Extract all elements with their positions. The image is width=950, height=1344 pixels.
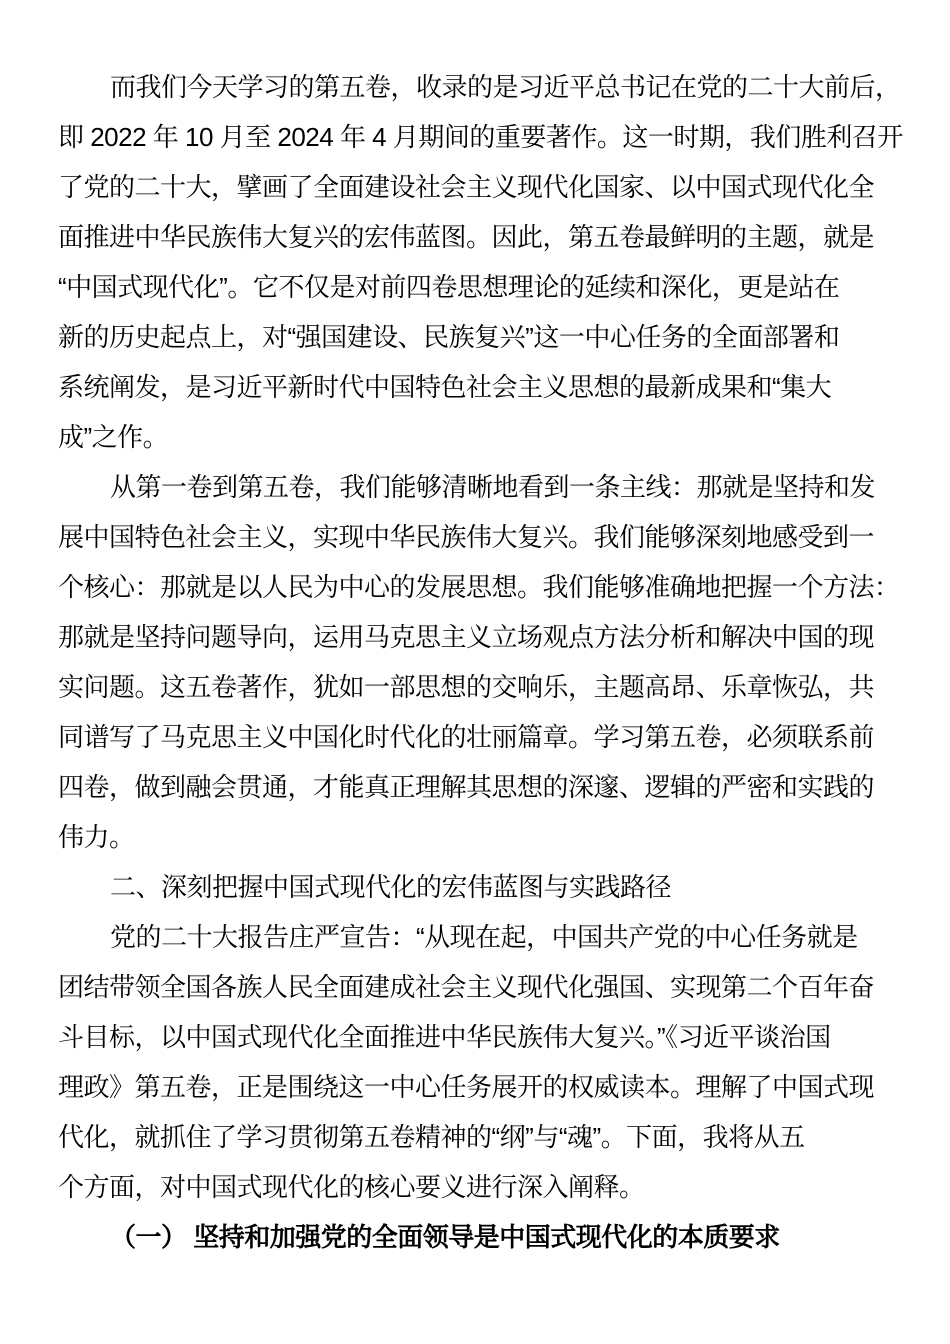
text-line: 成”之作。 bbox=[58, 422, 169, 452]
text-line: 二、深刻把握中国式现代化的宏伟蓝图与实践路径 bbox=[110, 872, 672, 902]
text-line: 那就是坚持问题导向，运用马克思主义立场观点方法分析和解决中国的现 bbox=[58, 622, 875, 652]
text-line: （一） 坚持和加强党的全面领导是中国式现代化的本质要求 bbox=[110, 1222, 780, 1252]
text-line: 同谱写了马克思主义中国化时代化的壮丽篇章。学习第五卷，必须联系前 bbox=[58, 722, 875, 752]
text-line: “中国式现代化”。它不仅是对前四卷思想理论的延续和深化，更是站在 bbox=[58, 272, 840, 302]
text-line: 个核心：那就是以人民为中心的发展思想。我们能够准确地把握一个方法： bbox=[58, 572, 900, 602]
text-line: 面推进中华民族伟大复兴的宏伟蓝图。因此，第五卷最鲜明的主题，就是 bbox=[58, 222, 875, 252]
text-line: 新的历史起点上，对“强国建设、民族复兴”这一中心任务的全面部署和 bbox=[58, 322, 840, 352]
text-line: 斗目标，以中国式现代化全面推进中华民族伟大复兴。”《习近平谈治国 bbox=[58, 1022, 831, 1052]
text-line: 系统阐发，是习近平新时代中国特色社会主义思想的最新成果和“集大 bbox=[58, 372, 832, 402]
paragraph bbox=[58, 62, 903, 462]
text-line: 而我们今天学习的第五卷，收录的是习近平总书记在党的二十大前后， bbox=[110, 72, 901, 102]
text-line: 理政》第五卷，正是围绕这一中心任务展开的权威读本。理解了中国式现 bbox=[58, 1072, 875, 1102]
text-line: 从第一卷到第五卷，我们能够清晰地看到一条主线：那就是坚持和发 bbox=[110, 472, 876, 502]
text-line: 伟力。 bbox=[58, 822, 135, 852]
text-line: 展中国特色社会主义，实现中华民族伟大复兴。我们能够深刻地感受到一 bbox=[58, 522, 875, 552]
text-line: 了党的二十大，擘画了全面建设社会主义现代化国家、以中国式现代化全 bbox=[58, 172, 875, 202]
paragraph bbox=[58, 912, 900, 1212]
text-line: 个方面，对中国式现代化的核心要义进行深入阐释。 bbox=[58, 1172, 645, 1202]
text-line: 实问题。这五卷著作，犹如一部思想的交响乐，主题高昂、乐章恢弘，共 bbox=[58, 672, 875, 702]
text-line: 团结带领全国各族人民全面建成社会主义现代化强国、实现第二个百年奋 bbox=[58, 972, 875, 1002]
text-line: 党的二十大报告庄严宣告：“从现在起，中国共产党的中心任务就是 bbox=[110, 922, 858, 952]
text-line: 代化，就抓住了学习贯彻第五卷精神的“纲”与“魂”。下面，我将从五 bbox=[58, 1122, 805, 1152]
text-line: 四卷，做到融会贯通，才能真正理解其思想的深邃、逻辑的严密和实践的 bbox=[58, 772, 875, 802]
paragraph bbox=[58, 462, 900, 862]
text-line: 即 2022 年 10 月至 2024 年 4 月期间的重要著作。这一时期，我们胜利召开 bbox=[58, 122, 903, 152]
subsection-heading bbox=[58, 1212, 900, 1262]
section-heading bbox=[58, 862, 900, 912]
